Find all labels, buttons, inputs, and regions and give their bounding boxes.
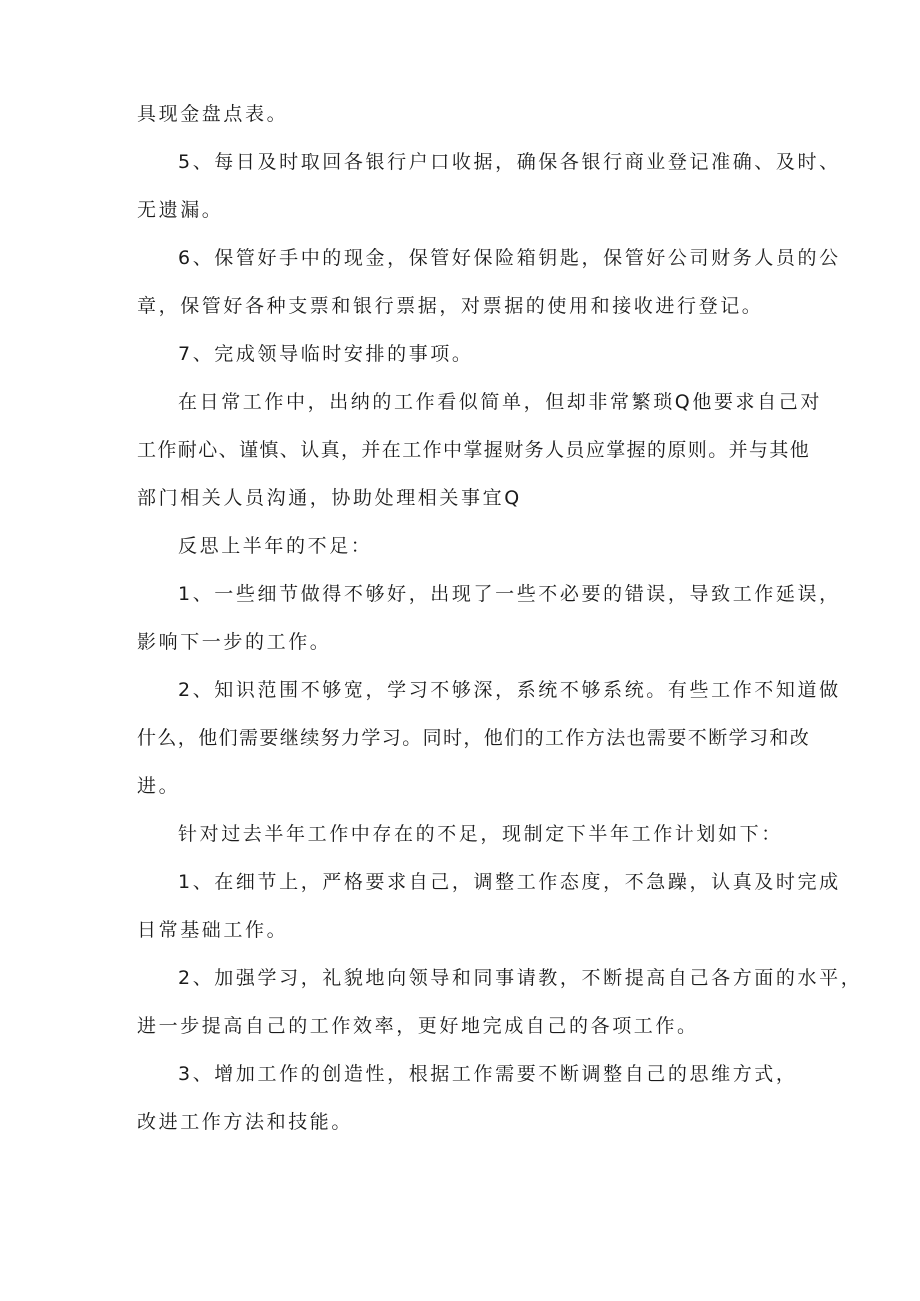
text-line: 影响下一步的工作。 xyxy=(137,631,332,653)
text-line: 1、一些细节做得不够好，出现了一些不必要的错误，导致工作延误， xyxy=(178,583,841,605)
text-line: 在日常工作中，出纳的工作看似简单，但却非常繁琐Q他要求自己对 xyxy=(178,391,822,413)
text-line: 改进工作方法和技能。 xyxy=(137,1111,354,1133)
text-line: 章，保管好各种支票和银行票据，对票据的使用和接收进行登记。 xyxy=(137,295,764,317)
text-line: 进一步提高自己的工作效率，更好地完成自己的各项工作。 xyxy=(137,1015,699,1037)
text-line: 进。 xyxy=(137,775,181,797)
text-line: 无遗漏。 xyxy=(137,199,224,221)
text-line: 2、知识范围不够宽，学习不够深，系统不够系统。有些工作不知道做 xyxy=(178,679,841,701)
text-line: 1、在细节上，严格要求自己，调整工作态度，不急躁，认真及时完成 xyxy=(178,871,841,893)
text-line: 日常基础工作。 xyxy=(137,919,289,941)
text-line: 具现金盘点表。 xyxy=(137,103,289,125)
text-line: 5、每日及时取回各银行户口收据，确保各银行商业登记准确、及时、 xyxy=(178,151,841,173)
text-line: 什么，他们需要继续努力学习。同时，他们的工作方法也需要不断学习和改 xyxy=(137,727,811,749)
text-line: 工作耐心、谨慎、认真，并在工作中掌握财务人员应掌握的原则。并与其他 xyxy=(137,439,811,461)
text-line: 反思上半年的不足： xyxy=(178,535,373,557)
text-line: 针对过去半年工作中存在的不足，现制定下半年工作计划如下： xyxy=(178,823,783,845)
text-line: 6、保管好手中的现金，保管好保险箱钥匙，保管好公司财务人员的公 xyxy=(178,247,841,269)
text-line: 7、完成领导临时安排的事项。 xyxy=(178,343,474,365)
text-line: 2、加强学习，礼貌地向领导和同事请教，不断提高自己各方面的水平， xyxy=(178,967,863,989)
text-line: 3、增加工作的创造性，根据工作需要不断调整自己的思维方式， xyxy=(178,1063,798,1085)
text-line: 部门相关人员沟通，协助处理相关事宜Q xyxy=(137,487,522,509)
